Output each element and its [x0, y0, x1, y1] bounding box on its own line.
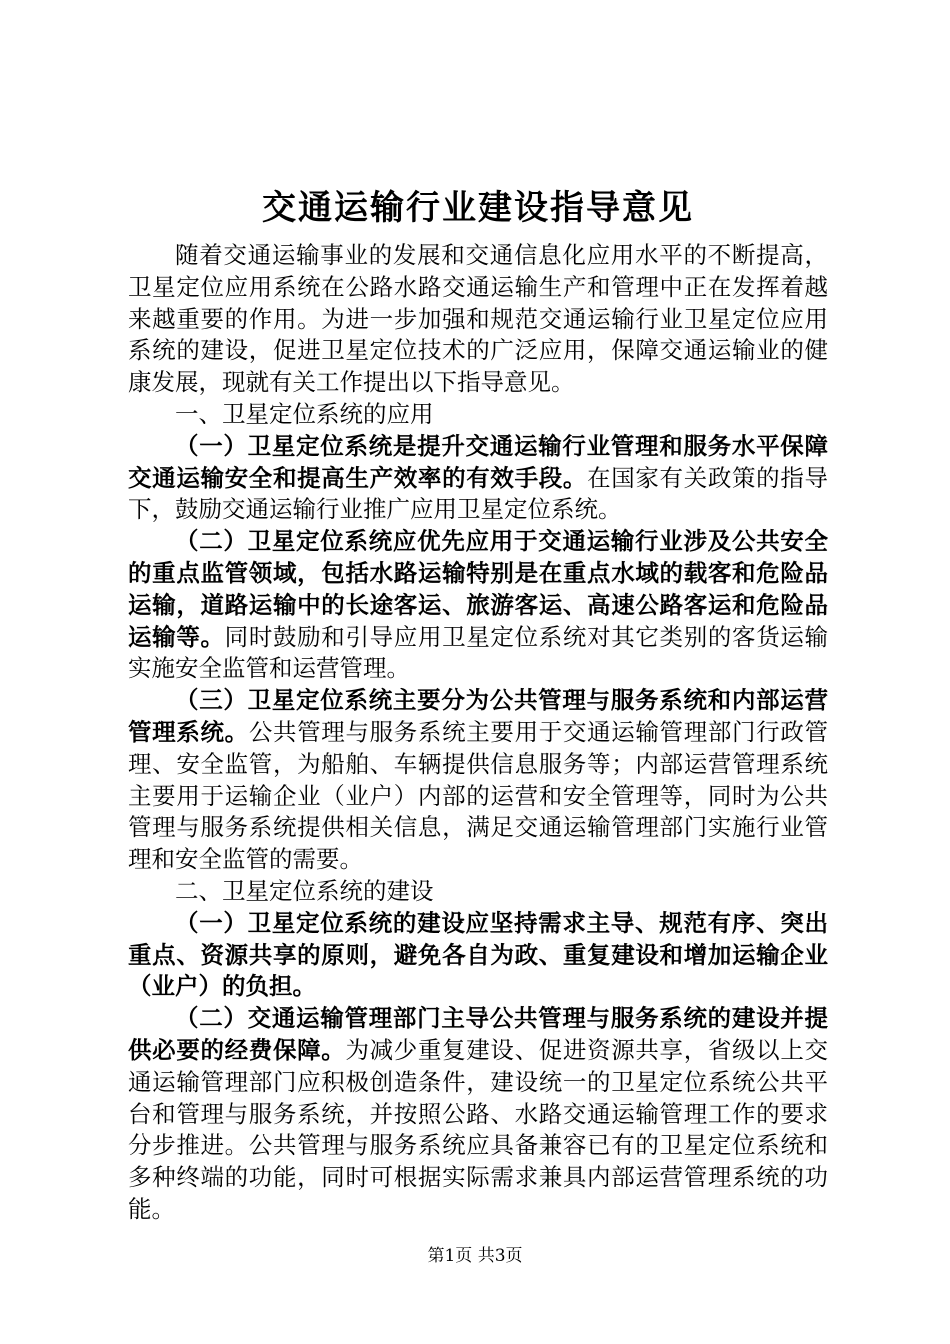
intro-paragraph: 随着交通运输事业的发展和交通信息化应用水平的不断提高，卫星定位应用系统在公路水路交通运输生产和管理中正在发挥着越来越重要的作用。为进一步加强和规范交通运输行业卫星定位应用系统的建设，促进卫星定位技术的广泛应用，保障交通运输业的健康发展，现就有关工作提出以下指导意见。	[128, 241, 828, 397]
document-page	[128, 182, 828, 1226]
section-1-paragraph-3-lead: （三）卫星定位系统主要分为公共管理与服务系统和内部运营管理系统。	[128, 686, 828, 746]
section-1-paragraph-3-body: 公共管理与服务系统主要用于交通运输管理部门行政管理、安全监管，为船舶、车辆提供信息服务等；内部运营管理系统主要用于运输企业（业户）内部的运营和安全管理等，同时为公共管理与服务系统提供相关信息，满足交通运输管理部门实施行业管理和安全监管的需要。	[128, 717, 829, 874]
section-1-paragraph-1-lead: （一）卫星定位系统是提升交通运输行业管理和服务水平保障交通运输安全和提高生产效率的有效手段。	[128, 431, 828, 492]
section-1-paragraph-2	[128, 526, 828, 685]
document-title: 交通运输行业建设指导意见	[262, 188, 694, 228]
section-1-paragraph-1	[128, 431, 828, 526]
section-1-paragraph-1-body: 在国家有关政策的指导下，鼓励交通运输行业推广应用卫星定位系统。	[128, 463, 829, 524]
section-2-heading: 二、卫星定位系统的建设	[175, 876, 434, 905]
page-footer: 第1页 共3页	[427, 1246, 523, 1266]
section-2-paragraph-1	[128, 908, 828, 1003]
section-1-paragraph-2-body: 同时鼓励和引导应用卫星定位系统对其它类别的客货运输实施安全监管和运营管理。	[128, 622, 829, 683]
section-1-paragraph-2-lead: （二）卫星定位系统应优先应用于交通运输行业涉及公共安全的重点监管领域，包括水路运输特别是在重点水域的载客和危险品运输，道路运输中的长途客运、旅游客运、高速公路客运和危险品运输等。	[128, 527, 828, 651]
section-2-paragraph-2	[128, 1003, 828, 1226]
section-2-paragraph-2-body: 为减少重复建设、促进资源共享，省级以上交通运输管理部门应积极创造条件，建设统一的卫星定位系统公共平台和管理与服务系统，并按照公路、水路交通运输管理工作的要求分步推进。公共管理与服务系统应具备兼容已有的卫星定位系统和多种终端的功能，同时可根据实际需求兼具内部运营管理系统的功能。	[128, 1035, 829, 1223]
section-2-paragraph-2-lead: （二）交通运输管理部门主导公共管理与服务系统的建设并提供必要的经费保障。	[128, 1004, 828, 1064]
section-1-paragraph-3	[128, 685, 828, 876]
section-2-paragraph-1-lead: （一）卫星定位系统的建设应坚持需求主导、规范有序、突出重点、资源共享的原则，避免各自为政、重复建设和增加运输企业（业户）的负担。	[128, 908, 828, 1001]
section-1-heading: 一、卫星定位系统的应用	[175, 399, 434, 428]
